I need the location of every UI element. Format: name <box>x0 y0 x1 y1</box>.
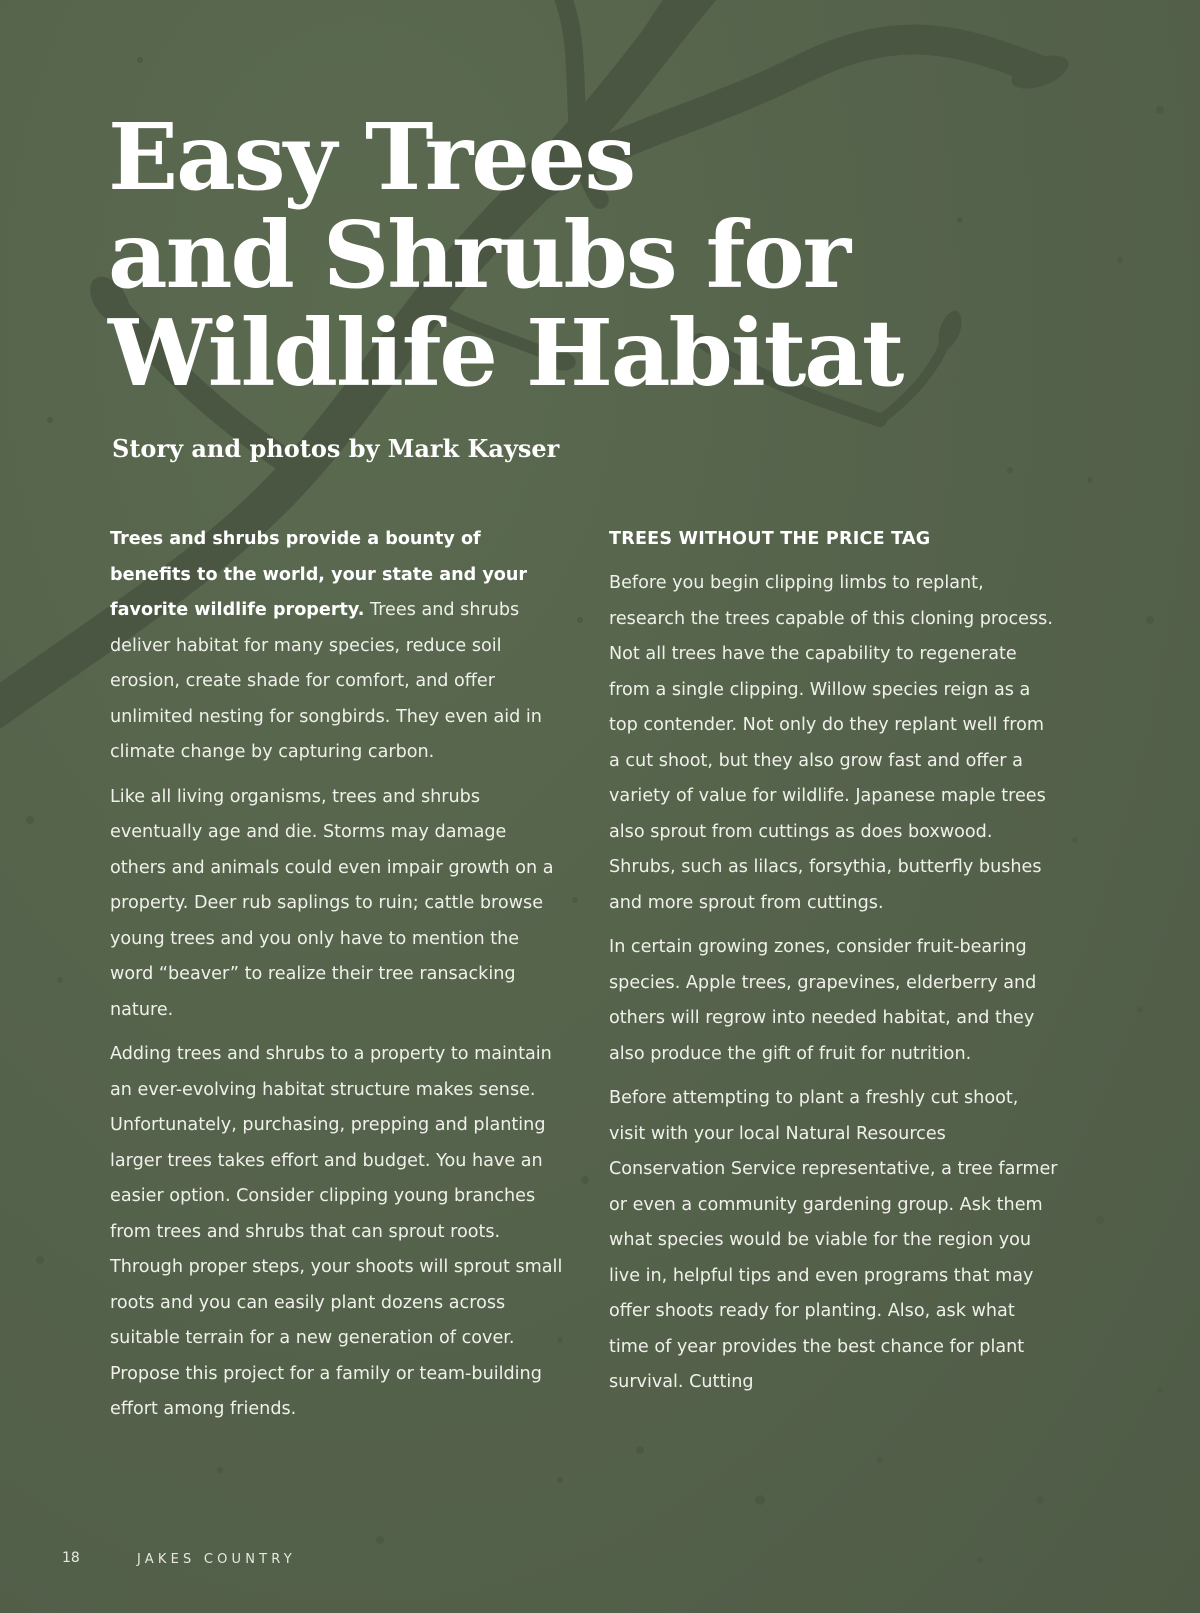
magazine-name: JAKES COUNTRY <box>137 1552 296 1567</box>
paragraph-text: Trees and shrubs deliver habitat for many species, reduce soil erosion, create shade for comfort, and offer unlimited nesting for songbirds. They even aid in climate change by capturing carbon. <box>110 600 542 762</box>
right-column <box>609 522 1059 1410</box>
title-line: Easy Trees <box>108 103 635 211</box>
paragraph: Like all living organisms, trees and shrubs eventually age and die. Storms may damage others and animals could even impair growth on a property. Deer rub saplings to ruin; cattle browse young trees and you only have to mention the word “beaver” to realize their tree ransacking nature. <box>110 786 554 1020</box>
paragraph <box>110 522 565 771</box>
paragraph: Before you begin clipping limbs to replant, research the trees capable of this cloning process. Not all trees have the capability to regenerate from a single clipping. Willow species reign as a top contender. Not only do they replant well from a cut shoot, but they also grow fast and offer a variety of value for wildlife. Japanese maple trees also sprout from cuttings as does boxwood. Shrubs, such as lilacs, forsythia, butterfly bushes and more sprout from cuttings. <box>609 573 1053 913</box>
section-heading: TREES WITHOUT THE PRICE TAG <box>609 529 931 549</box>
title-line: and Shrubs for <box>108 201 850 309</box>
left-column <box>110 522 565 1437</box>
paragraph: In certain growing zones, consider fruit-bearing species. Apple trees, grapevines, elderberry and others will regrow into needed habitat, and they also produce the gift of fruit for nutrition. <box>609 937 1037 1064</box>
title-line: Wildlife Habitat <box>108 299 903 407</box>
paragraph: Before attempting to plant a freshly cut shoot, visit with your local Natural Resources Conservation Service representative, a tree farmer or even a community gardening group. Ask them what species would be viable for the region you live in, helpful tips and even programs that may offer shoots ready for planting. Also, ask what time of year provides the best chance for plant survival. Cutting <box>609 1088 1058 1392</box>
article-title <box>108 103 1108 407</box>
byline: Story and photos by Mark Kayser <box>112 434 560 463</box>
paragraph: Adding trees and shrubs to a property to maintain an ever-evolving habitat structure makes sense. Unfortunately, purchasing, prepping and planting larger trees takes effort and budget. You have an easier option. Consider clipping young branches from trees and shrubs that can sprout roots. Through proper steps, your shoots will sprout small roots and you can easily plant dozens across suitable terrain for a new generation of cover. Propose this project for a family or team-building effort among friends. <box>110 1044 563 1419</box>
page-number: 18 <box>62 1550 80 1566</box>
lead-sentence: Trees and shrubs provide a bounty of benefits to the world, your state and your favorite wildlife property. <box>110 529 528 620</box>
